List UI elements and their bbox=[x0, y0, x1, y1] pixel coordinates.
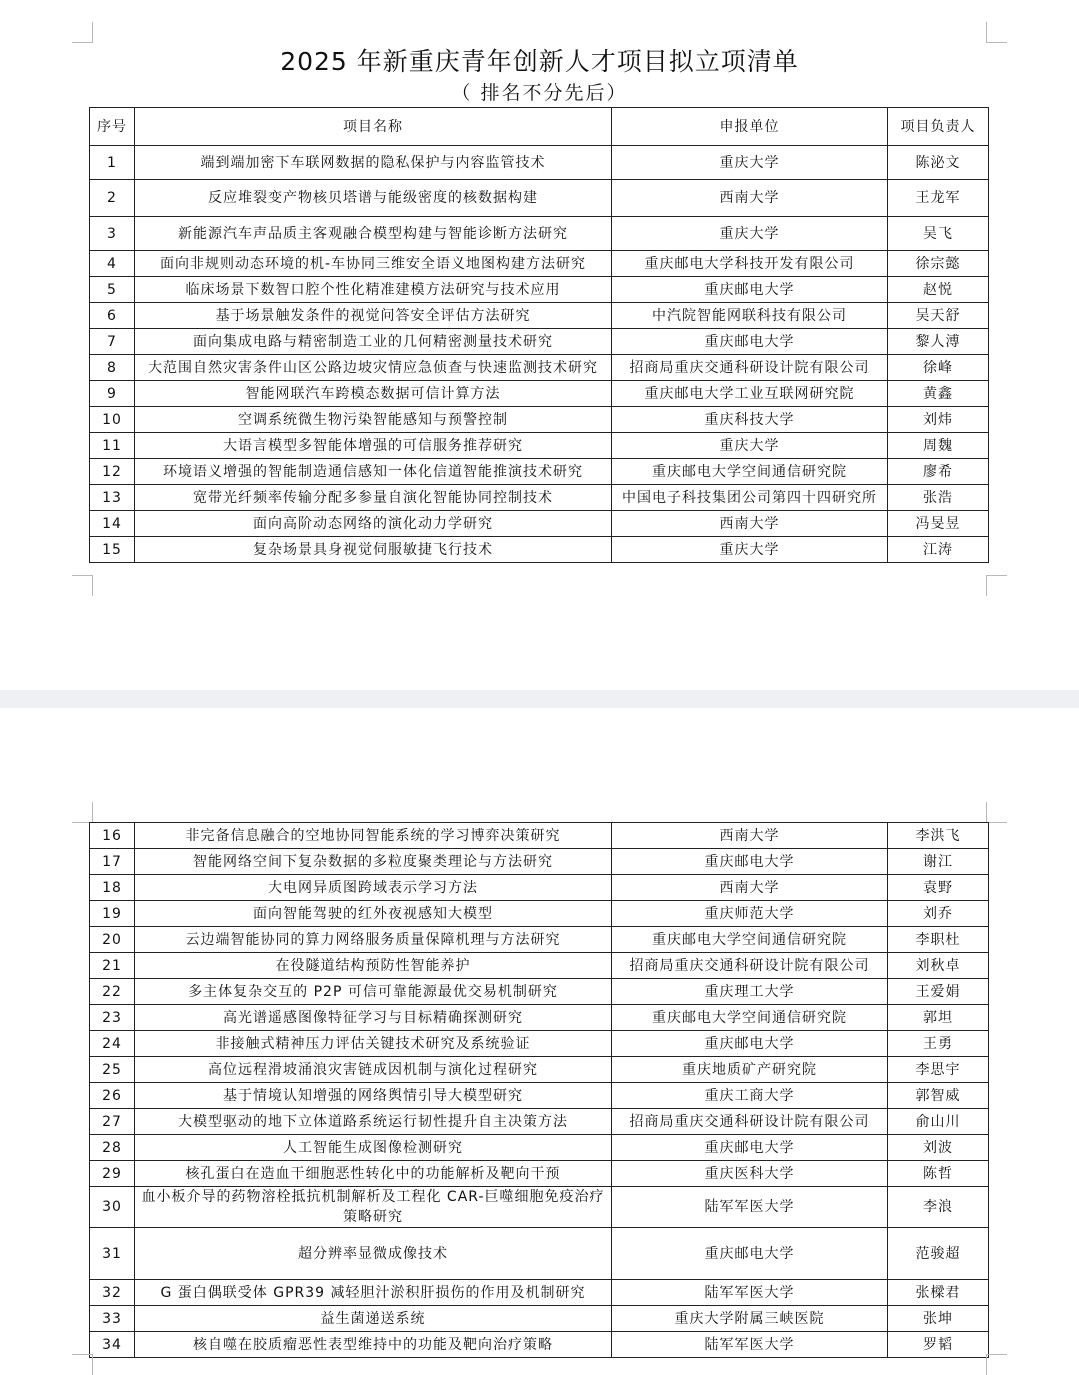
project-name: 临床场景下数智口腔个性化精准建模方法研究与技术应用 bbox=[135, 277, 612, 303]
applicant-unit: 招商局重庆交通科研设计院有限公司 bbox=[612, 953, 888, 979]
applicant-unit: 重庆大学 bbox=[612, 146, 888, 180]
row-index: 9 bbox=[90, 381, 135, 407]
project-name: 面向非规则动态环境的机-车协同三维安全语义地图构建方法研究 bbox=[135, 251, 612, 277]
table-row bbox=[90, 823, 989, 849]
row-index: 30 bbox=[90, 1187, 135, 1228]
applicant-unit: 西南大学 bbox=[612, 511, 888, 537]
project-name: 核孔蛋白在造血干细胞恶性转化中的功能解析及靶向干预 bbox=[135, 1161, 612, 1187]
table-row bbox=[90, 979, 989, 1005]
page-gap bbox=[0, 690, 1079, 708]
project-name: 人工智能生成图像检测研究 bbox=[135, 1135, 612, 1161]
table-row bbox=[90, 1031, 989, 1057]
project-name: 益生菌递送系统 bbox=[135, 1306, 612, 1332]
table-row bbox=[90, 1083, 989, 1109]
header-index: 序号 bbox=[90, 108, 135, 146]
row-index: 12 bbox=[90, 459, 135, 485]
applicant-unit: 重庆邮电大学空间通信研究院 bbox=[612, 927, 888, 953]
project-leader: 徐峰 bbox=[888, 355, 989, 381]
project-leader: 刘秋卓 bbox=[888, 953, 989, 979]
document-subtitle: （ 排名不分先后） bbox=[451, 82, 628, 104]
table-row bbox=[90, 217, 989, 251]
project-leader: 廖希 bbox=[888, 459, 989, 485]
applicant-unit: 中汽院智能网联科技有限公司 bbox=[612, 303, 888, 329]
document-page-2 bbox=[0, 708, 1079, 1374]
project-leader: 郭坦 bbox=[888, 1005, 989, 1031]
project-leader: 郭智威 bbox=[888, 1083, 989, 1109]
applicant-unit: 西南大学 bbox=[612, 875, 888, 901]
applicant-unit: 中国电子科技集团公司第四十四研究所 bbox=[612, 485, 888, 511]
project-name: 高位远程滑坡涌浪灾害链成因机制与演化过程研究 bbox=[135, 1057, 612, 1083]
table-row bbox=[90, 180, 989, 217]
page-corner-mark bbox=[986, 575, 1007, 596]
project-leader: 袁野 bbox=[888, 875, 989, 901]
header-unit: 申报单位 bbox=[612, 108, 888, 146]
table-row bbox=[90, 1005, 989, 1031]
applicant-unit: 重庆邮电大学 bbox=[612, 849, 888, 875]
project-name: 反应堆裂变产物核贝塔谱与能级密度的核数据构建 bbox=[135, 180, 612, 217]
applicant-unit: 重庆邮电大学 bbox=[612, 329, 888, 355]
row-index: 22 bbox=[90, 979, 135, 1005]
row-index: 24 bbox=[90, 1031, 135, 1057]
page-corner-mark bbox=[986, 22, 1007, 43]
applicant-unit: 重庆师范大学 bbox=[612, 901, 888, 927]
table-row bbox=[90, 1280, 989, 1306]
project-leader: 李洪飞 bbox=[888, 823, 989, 849]
table-row bbox=[90, 381, 989, 407]
project-leader: 张坤 bbox=[888, 1306, 989, 1332]
applicant-unit: 重庆邮电大学工业互联网研究院 bbox=[612, 381, 888, 407]
project-name: 端到端加密下车联网数据的隐私保护与内容监管技术 bbox=[135, 146, 612, 180]
page-corner-mark bbox=[72, 1354, 93, 1375]
table-row bbox=[90, 459, 989, 485]
project-name: 空调系统微生物污染智能感知与预警控制 bbox=[135, 407, 612, 433]
table-row bbox=[90, 329, 989, 355]
row-index: 34 bbox=[90, 1332, 135, 1358]
table-row bbox=[90, 1187, 989, 1228]
applicant-unit: 重庆邮电大学 bbox=[612, 1228, 888, 1280]
row-index: 27 bbox=[90, 1109, 135, 1135]
row-index: 28 bbox=[90, 1135, 135, 1161]
applicant-unit: 重庆大学 bbox=[612, 217, 888, 251]
row-index: 6 bbox=[90, 303, 135, 329]
project-leader: 刘炜 bbox=[888, 407, 989, 433]
row-index: 21 bbox=[90, 953, 135, 979]
table-row bbox=[90, 1057, 989, 1083]
table-row bbox=[90, 1306, 989, 1332]
project-name: 在役隧道结构预防性智能养护 bbox=[135, 953, 612, 979]
project-name: 大范围自然灾害条件山区公路边坡灾情应急侦查与快速监测技术研究 bbox=[135, 355, 612, 381]
project-leader: 李浪 bbox=[888, 1187, 989, 1228]
table-row bbox=[90, 511, 989, 537]
table-row bbox=[90, 1228, 989, 1280]
header-leader: 项目负责人 bbox=[888, 108, 989, 146]
row-index: 32 bbox=[90, 1280, 135, 1306]
project-name: 面向高阶动态网络的演化动力学研究 bbox=[135, 511, 612, 537]
table-row bbox=[90, 251, 989, 277]
table-row bbox=[90, 277, 989, 303]
project-leader: 罗韬 bbox=[888, 1332, 989, 1358]
project-leader: 俞山川 bbox=[888, 1109, 989, 1135]
project-name: 基于场景触发条件的视觉问答安全评估方法研究 bbox=[135, 303, 612, 329]
project-name: 面向集成电路与精密制造工业的几何精密测量技术研究 bbox=[135, 329, 612, 355]
project-leader: 吴天舒 bbox=[888, 303, 989, 329]
applicant-unit: 陆军军医大学 bbox=[612, 1332, 888, 1358]
table-row bbox=[90, 1109, 989, 1135]
table-row bbox=[90, 303, 989, 329]
table-row bbox=[90, 355, 989, 381]
project-name: 血小板介导的药物溶栓抵抗机制解析及工程化 CAR-巨噬细胞免疫治疗策略研究 bbox=[135, 1187, 612, 1228]
header-project-name: 项目名称 bbox=[135, 108, 612, 146]
row-index: 17 bbox=[90, 849, 135, 875]
project-leader: 张樑君 bbox=[888, 1280, 989, 1306]
applicant-unit: 重庆理工大学 bbox=[612, 979, 888, 1005]
row-index: 26 bbox=[90, 1083, 135, 1109]
page-corner-mark bbox=[72, 575, 93, 596]
project-leader: 张浩 bbox=[888, 485, 989, 511]
project-leader: 黄鑫 bbox=[888, 381, 989, 407]
applicant-unit: 重庆邮电大学 bbox=[612, 1031, 888, 1057]
project-name: 基于情境认知增强的网络舆情引导大模型研究 bbox=[135, 1083, 612, 1109]
row-index: 14 bbox=[90, 511, 135, 537]
row-index: 31 bbox=[90, 1228, 135, 1280]
applicant-unit: 重庆医科大学 bbox=[612, 1161, 888, 1187]
project-leader: 范骏超 bbox=[888, 1228, 989, 1280]
table-row bbox=[90, 146, 989, 180]
project-name: 新能源汽车声品质主客观融合模型构建与智能诊断方法研究 bbox=[135, 217, 612, 251]
applicant-unit: 重庆大学 bbox=[612, 433, 888, 459]
row-index: 15 bbox=[90, 537, 135, 563]
table-header-row bbox=[90, 108, 989, 146]
project-table-continued bbox=[89, 822, 989, 1358]
row-index: 29 bbox=[90, 1161, 135, 1187]
applicant-unit: 西南大学 bbox=[612, 823, 888, 849]
page-corner-mark bbox=[72, 802, 93, 823]
row-index: 33 bbox=[90, 1306, 135, 1332]
row-index: 7 bbox=[90, 329, 135, 355]
project-name: 智能网络空间下复杂数据的多粒度聚类理论与方法研究 bbox=[135, 849, 612, 875]
row-index: 13 bbox=[90, 485, 135, 511]
applicant-unit: 招商局重庆交通科研设计院有限公司 bbox=[612, 355, 888, 381]
project-name: 核自噬在胶质瘤恶性表型维持中的功能及靶向治疗策略 bbox=[135, 1332, 612, 1358]
project-leader: 江涛 bbox=[888, 537, 989, 563]
project-leader: 吴飞 bbox=[888, 217, 989, 251]
table-row bbox=[90, 537, 989, 563]
project-leader: 王勇 bbox=[888, 1031, 989, 1057]
page-corner-mark bbox=[986, 802, 1007, 823]
document-title: 2025 年新重庆青年创新人才项目拟立项清单 bbox=[280, 47, 799, 76]
table-row bbox=[90, 849, 989, 875]
applicant-unit: 西南大学 bbox=[612, 180, 888, 217]
project-table bbox=[89, 107, 989, 563]
project-name: 非完备信息融合的空地协同智能系统的学习博弈决策研究 bbox=[135, 823, 612, 849]
project-name: 高光谱遥感图像特征学习与目标精确探测研究 bbox=[135, 1005, 612, 1031]
applicant-unit: 重庆工商大学 bbox=[612, 1083, 888, 1109]
applicant-unit: 重庆邮电大学 bbox=[612, 1135, 888, 1161]
project-name: 大语言模型多智能体增强的可信服务推荐研究 bbox=[135, 433, 612, 459]
applicant-unit: 重庆邮电大学空间通信研究院 bbox=[612, 1005, 888, 1031]
project-leader: 赵悦 bbox=[888, 277, 989, 303]
project-leader: 谢江 bbox=[888, 849, 989, 875]
applicant-unit: 重庆科技大学 bbox=[612, 407, 888, 433]
project-name: 超分辨率显微成像技术 bbox=[135, 1228, 612, 1280]
table-row bbox=[90, 485, 989, 511]
project-leader: 李思宇 bbox=[888, 1057, 989, 1083]
page-corner-mark bbox=[72, 22, 93, 43]
project-name: G 蛋白偶联受体 GPR39 减轻胆汁淤积肝损伤的作用及机制研究 bbox=[135, 1280, 612, 1306]
applicant-unit: 重庆地质矿产研究院 bbox=[612, 1057, 888, 1083]
row-index: 20 bbox=[90, 927, 135, 953]
project-leader: 刘乔 bbox=[888, 901, 989, 927]
applicant-unit: 陆军军医大学 bbox=[612, 1280, 888, 1306]
applicant-unit: 重庆邮电大学 bbox=[612, 277, 888, 303]
applicant-unit: 重庆邮电大学空间通信研究院 bbox=[612, 459, 888, 485]
row-index: 4 bbox=[90, 251, 135, 277]
table-row bbox=[90, 407, 989, 433]
table-row bbox=[90, 875, 989, 901]
project-leader: 王爱娟 bbox=[888, 979, 989, 1005]
table-row bbox=[90, 433, 989, 459]
row-index: 2 bbox=[90, 180, 135, 217]
page-corner-mark bbox=[986, 1354, 1007, 1375]
project-leader: 周魏 bbox=[888, 433, 989, 459]
project-name: 宽带光纤频率传输分配多参量自演化智能协同控制技术 bbox=[135, 485, 612, 511]
project-leader: 黎人溥 bbox=[888, 329, 989, 355]
applicant-unit: 陆军军医大学 bbox=[612, 1187, 888, 1228]
project-name: 云边端智能协同的算力网络服务质量保障机理与方法研究 bbox=[135, 927, 612, 953]
project-name: 大电网异质图跨域表示学习方法 bbox=[135, 875, 612, 901]
project-name: 非接触式精神压力评估关键技术研究及系统验证 bbox=[135, 1031, 612, 1057]
row-index: 10 bbox=[90, 407, 135, 433]
table-row bbox=[90, 927, 989, 953]
applicant-unit: 重庆大学附属三峡医院 bbox=[612, 1306, 888, 1332]
project-leader: 李职杜 bbox=[888, 927, 989, 953]
row-index: 16 bbox=[90, 823, 135, 849]
row-index: 18 bbox=[90, 875, 135, 901]
project-name: 多主体复杂交互的 P2P 可信可靠能源最优交易机制研究 bbox=[135, 979, 612, 1005]
project-name: 面向智能驾驶的红外夜视感知大模型 bbox=[135, 901, 612, 927]
project-name: 环境语义增强的智能制造通信感知一体化信道智能推演技术研究 bbox=[135, 459, 612, 485]
row-index: 3 bbox=[90, 217, 135, 251]
project-name: 大模型驱动的地下立体道路系统运行韧性提升自主决策方法 bbox=[135, 1109, 612, 1135]
row-index: 19 bbox=[90, 901, 135, 927]
table-row bbox=[90, 1332, 989, 1358]
row-index: 25 bbox=[90, 1057, 135, 1083]
project-leader: 冯旻昱 bbox=[888, 511, 989, 537]
table-row bbox=[90, 1161, 989, 1187]
row-index: 5 bbox=[90, 277, 135, 303]
project-leader: 陈哲 bbox=[888, 1161, 989, 1187]
applicant-unit: 招商局重庆交通科研设计院有限公司 bbox=[612, 1109, 888, 1135]
table-row bbox=[90, 953, 989, 979]
project-leader: 王龙军 bbox=[888, 180, 989, 217]
table-row bbox=[90, 1135, 989, 1161]
applicant-unit: 重庆大学 bbox=[612, 537, 888, 563]
row-index: 8 bbox=[90, 355, 135, 381]
project-leader: 陈泌文 bbox=[888, 146, 989, 180]
applicant-unit: 重庆邮电大学科技开发有限公司 bbox=[612, 251, 888, 277]
project-name: 智能网联汽车跨模态数据可信计算方法 bbox=[135, 381, 612, 407]
row-index: 1 bbox=[90, 146, 135, 180]
table-row bbox=[90, 901, 989, 927]
row-index: 23 bbox=[90, 1005, 135, 1031]
project-leader: 徐宗懿 bbox=[888, 251, 989, 277]
row-index: 11 bbox=[90, 433, 135, 459]
project-name: 复杂场景具身视觉伺服敏捷飞行技术 bbox=[135, 537, 612, 563]
project-leader: 刘波 bbox=[888, 1135, 989, 1161]
